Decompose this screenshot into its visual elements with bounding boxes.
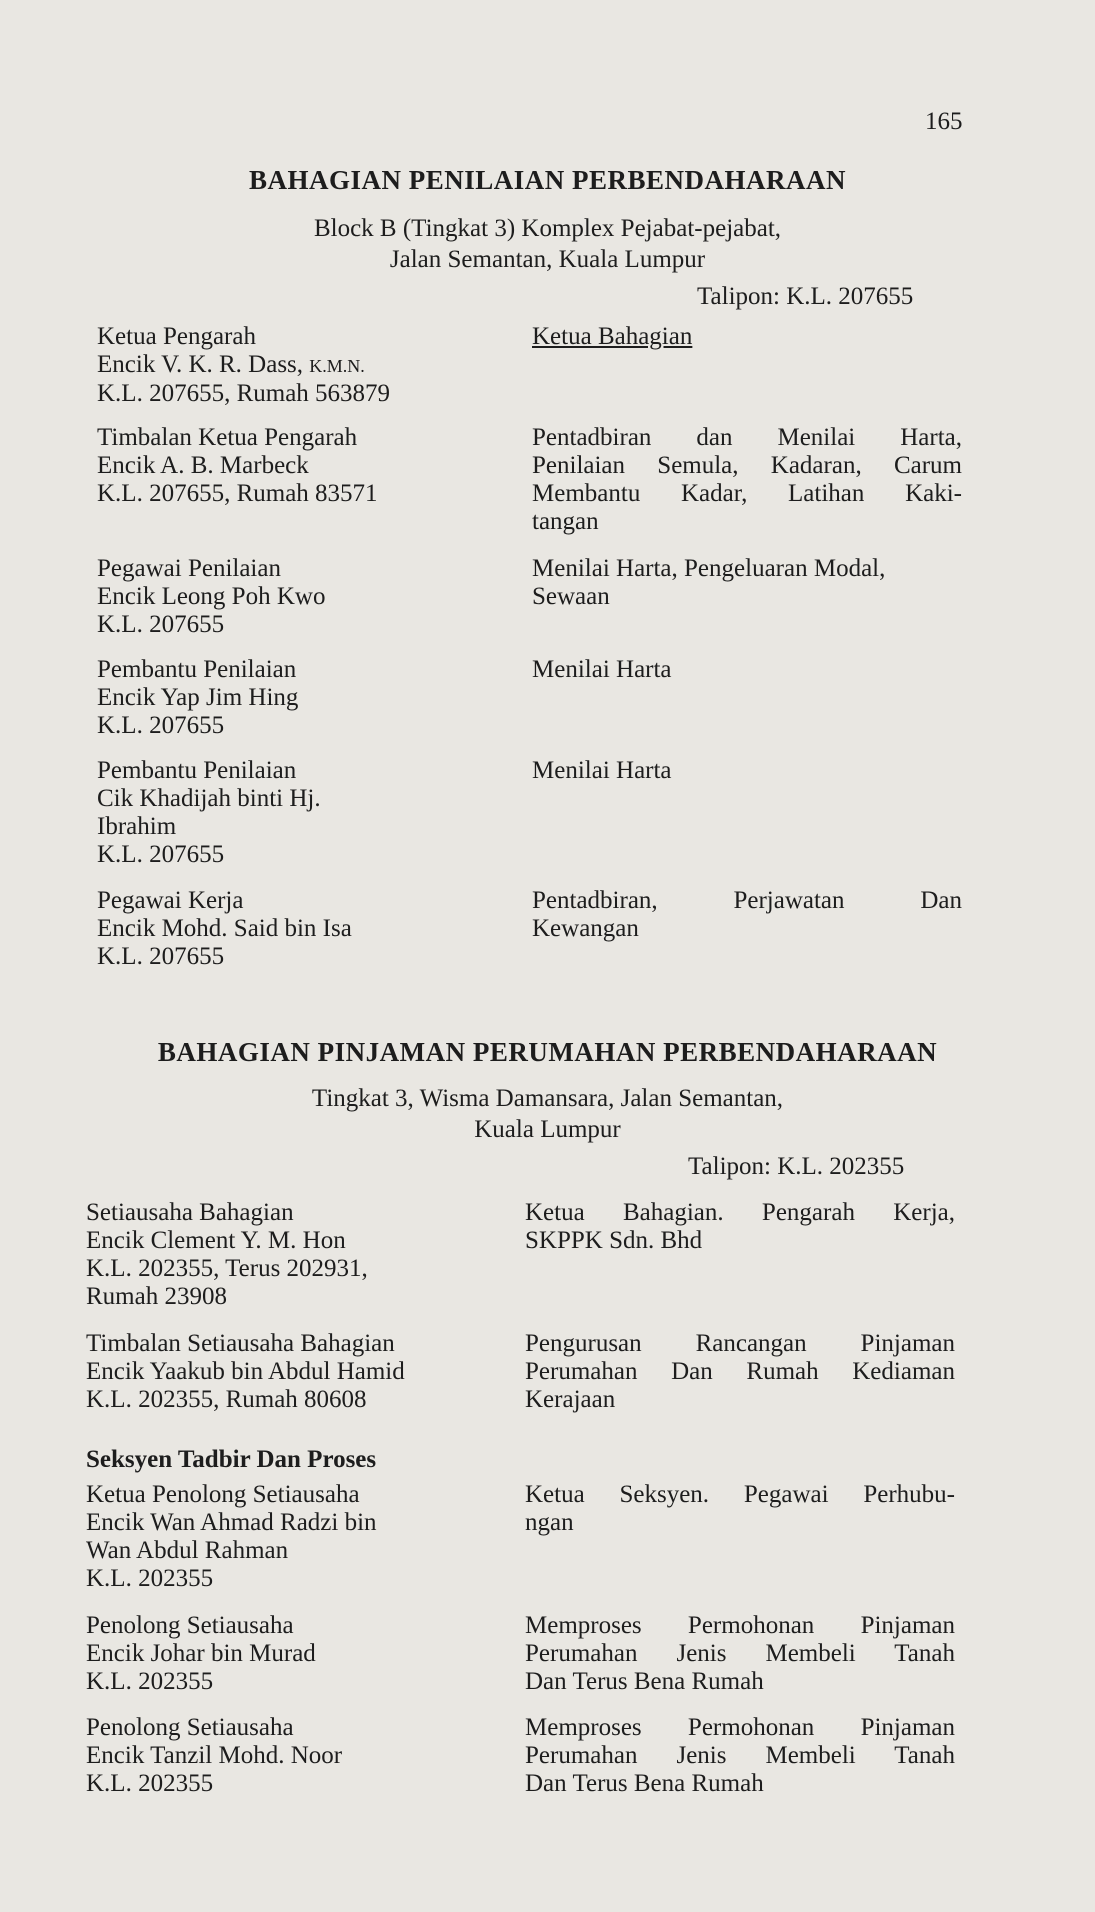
section1-entry-3-duty [532,555,962,611]
entry-position: Timbalan Ketua Pengarah [97,424,358,451]
entry-name: Encik Leong Poh Kwo [97,583,326,610]
section1-entry-2-duty [532,424,962,536]
section2-entry-2-duty [525,1330,955,1414]
entry-name: Cik Khadijah binti Hj. [97,785,321,812]
entry-name: Encik Tanzil Mohd. Noor [86,1742,343,1769]
duty-line: ngan [525,1509,574,1536]
duty-line: Perumahan Dan Rumah Kediaman [525,1358,955,1385]
page-number: 165 [925,108,963,135]
section1-entry-1-duty [532,323,962,351]
section2-entry-1-duty [525,1199,955,1255]
duty-line: Penilaian Semula, Kadaran, Carum [532,452,962,479]
entry-name: Encik Clement Y. M. Hon [86,1227,346,1254]
entry-name: Encik A. B. Marbeck [97,452,309,479]
duty-line: Dan Terus Bena Rumah [525,1668,764,1695]
duty-line: Kerajaan [525,1386,616,1413]
section1-entry-5-duty [532,757,962,785]
duty-line: Pengurusan Rancangan Pinjaman [525,1330,955,1357]
entry-name: Encik V. K. R. Dass, [97,351,304,378]
section2-entry-1 [86,1199,368,1311]
section1-entry-1 [97,323,390,408]
section2-entry-3-duty [525,1481,955,1537]
entry-contact: K.L. 202355 [86,1565,214,1592]
duty-line: Dan Terus Bena Rumah [525,1770,764,1797]
section2-entry-5-duty [525,1714,955,1798]
duty-line: Memproses Permohonan Pinjaman [525,1714,955,1741]
duty-line: Ketua Bahagian. Pengarah Kerja, [525,1199,955,1226]
section1-entry-4 [97,656,298,740]
duty-line: Pentadbiran, Perjawatan Dan [532,887,962,914]
entry-contact: K.L. 202355 [86,1668,214,1695]
entry-contact: K.L. 207655 [97,611,225,638]
section2-subsection-title: Seksyen Tadbir Dan Proses [86,1446,377,1473]
entry-contact: K.L. 202355, Terus 202931, [86,1255,368,1282]
entry-contact: K.L. 207655, Rumah 83571 [97,480,378,507]
duty-line: Menilai Harta [532,656,672,683]
section2-entry-3 [86,1481,377,1593]
duty-line: Kewangan [532,915,639,942]
entry-position: Ketua Pengarah [97,323,256,350]
entry-contact-cont: Rumah 23908 [86,1283,227,1310]
entry-position: Pegawai Kerja [97,887,244,914]
entry-contact: K.L. 202355 [86,1770,214,1797]
duty-line: Ketua Bahagian [532,323,693,350]
section2-title: BAHAGIAN PINJAMAN PERUMAHAN PERBENDAHARAAN [157,1037,938,1067]
section2-entry-5 [86,1714,342,1798]
section2-telephone: Talipon: K.L. 202355 [688,1153,905,1180]
duty-line: Menilai Harta, Pengeluaran Modal, [532,555,886,582]
duty-line: tangan [532,508,599,535]
entry-contact: K.L. 202355, Rumah 80608 [86,1386,367,1413]
section1-title: BAHAGIAN PENILAIAN PERBENDAHARAAN [248,165,847,195]
entry-name-line [97,351,390,380]
entry-position: Penolong Setiausaha [86,1714,294,1741]
duty-line: Menilai Harta [532,757,672,784]
entry-honour: K.M.N. [309,356,365,376]
duty-line: Perumahan Jenis Membeli Tanah [525,1640,955,1667]
entry-name: Encik Yap Jim Hing [97,684,299,711]
entry-contact: K.L. 207655 [97,841,225,868]
section1-entry-5 [97,757,321,869]
section1-entry-3 [97,555,325,639]
duty-line: Memproses Permohonan Pinjaman [525,1612,955,1639]
section2-entry-4 [86,1612,316,1696]
section2-address-line2: Kuala Lumpur [474,1116,621,1143]
entry-position: Timbalan Setiausaha Bahagian [86,1330,395,1357]
section1-address-line2: Jalan Semantan, Kuala Lumpur [389,246,706,273]
entry-position: Ketua Penolong Setiausaha [86,1481,360,1508]
section1-entry-2 [97,424,378,508]
entry-contact: K.L. 207655 [97,712,225,739]
entry-contact: K.L. 207655 [97,943,225,970]
section2-entry-4-duty [525,1612,955,1696]
entry-contact: K.L. 207655, Rumah 563879 [97,380,391,407]
section1-entry-6 [97,887,352,971]
entry-name-cont: Ibrahim [97,813,177,840]
duty-line: Ketua Seksyen. Pegawai Perhubu- [525,1481,955,1508]
entry-position: Penolong Setiausaha [86,1612,294,1639]
duty-line: Pentadbiran dan Menilai Harta, [532,424,962,451]
entry-name: Encik Johar bin Murad [86,1640,316,1667]
entry-name-cont: Wan Abdul Rahman [86,1537,289,1564]
section2-address-line1: Tingkat 3, Wisma Damansara, Jalan Semantan, [311,1085,784,1112]
duty-line: Perumahan Jenis Membeli Tanah [525,1742,955,1769]
entry-name: Encik Wan Ahmad Radzi bin [86,1509,377,1536]
section1-telephone: Talipon: K.L. 207655 [697,283,914,310]
duty-line: Sewaan [532,583,610,610]
entry-position: Pembantu Penilaian [97,656,297,683]
entry-name: Encik Mohd. Said bin Isa [97,915,352,942]
entry-name: Encik Yaakub bin Abdul Hamid [86,1358,405,1385]
duty-line: Membantu Kadar, Latihan Kaki- [532,480,962,507]
section1-address-line1: Block B (Tingkat 3) Komplex Pejabat-pejabat, [313,215,782,242]
section1-entry-4-duty [532,656,962,684]
entry-position: Pembantu Penilaian [97,757,297,784]
section1-entry-6-duty [532,887,962,943]
section2-entry-2 [86,1330,405,1414]
entry-position: Setiausaha Bahagian [86,1199,294,1226]
entry-position: Pegawai Penilaian [97,555,281,582]
duty-line: SKPPK Sdn. Bhd [525,1227,703,1254]
